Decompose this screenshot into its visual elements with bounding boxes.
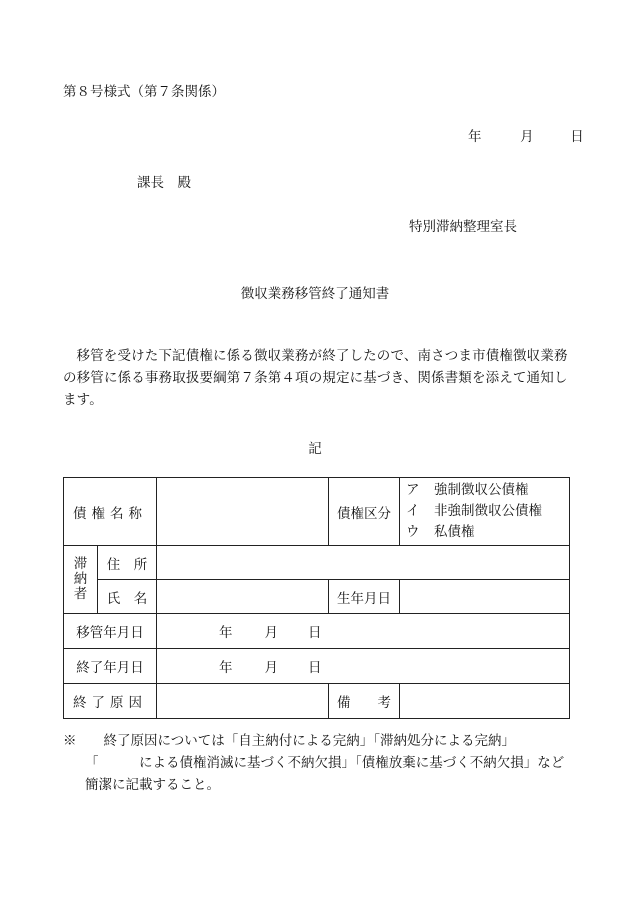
end-year-unit: 年 xyxy=(219,660,233,676)
transfer-month-unit: 月 xyxy=(264,625,278,641)
remarks-value[interactable] xyxy=(400,684,570,719)
category-option-i[interactable] xyxy=(406,501,563,522)
info-table xyxy=(63,477,570,719)
ki-heading: 記 xyxy=(308,441,322,457)
category-mark: ア xyxy=(406,482,420,498)
form-number: 第８号様式（第７条関係） xyxy=(63,84,225,100)
birthdate-label: 生年月日 xyxy=(329,580,400,614)
end-reason-label: 終了原因 xyxy=(64,684,157,719)
body-paragraph: 移管を受けた下記債権に係る徴収業務が終了したので、南さつま市債権徴収業務の移管に係る事務取扱要綱第７条第４項の規定に基づき、関係書類を添えて通知します。 xyxy=(63,348,568,408)
transfer-day-unit: 日 xyxy=(308,625,322,641)
note-text-2: 「 による債権消滅に基づく不納欠損」「債権放棄に基づく不納欠損」など簡潔に記載すること。 xyxy=(85,755,565,793)
category-option-a[interactable] xyxy=(406,480,563,501)
note-text-1: 終了原因については「自主納付による完納」「滞納処分による完納」 xyxy=(103,733,515,749)
category-label: 強制徴収公債権 xyxy=(434,482,529,498)
category-label: 非強制徴収公債権 xyxy=(434,503,542,519)
footnote xyxy=(63,730,573,796)
end-day-unit: 日 xyxy=(308,660,322,676)
name-value[interactable] xyxy=(157,580,329,614)
date-month-label: 月 xyxy=(520,129,534,145)
end-month-unit: 月 xyxy=(264,660,278,676)
transfer-year-unit: 年 xyxy=(219,625,233,641)
footnote-line-1 xyxy=(63,730,573,752)
addressee: 課長 殿 xyxy=(137,175,191,191)
sender: 特別滞納整理室長 xyxy=(409,219,517,235)
note-mark: ※ xyxy=(63,733,77,749)
delinquent-label xyxy=(64,546,98,614)
end-date-row xyxy=(64,649,570,684)
date-day-label: 日 xyxy=(570,129,584,145)
claim-row xyxy=(64,478,570,546)
delinquent-char: 滞 xyxy=(73,556,88,572)
transfer-date-value[interactable] xyxy=(157,614,570,649)
category-mark: ウ xyxy=(406,524,420,540)
end-reason-row xyxy=(64,684,570,719)
remarks-label: 備 考 xyxy=(329,684,400,719)
end-date-label: 終了年月日 xyxy=(64,649,157,684)
document-title: 徴収業務移管終了通知書 xyxy=(240,286,390,302)
transfer-date-label: 移管年月日 xyxy=(64,614,157,649)
name-row xyxy=(64,580,570,614)
birthdate-value[interactable] xyxy=(400,580,570,614)
name-label: 氏 名 xyxy=(98,580,157,614)
address-value[interactable] xyxy=(157,546,570,580)
claim-type-label: 債権区分 xyxy=(329,478,400,546)
claim-name-value[interactable] xyxy=(157,478,329,546)
date-year-label: 年 xyxy=(468,129,482,145)
transfer-date-row xyxy=(64,614,570,649)
issue-date xyxy=(468,125,584,145)
end-reason-value[interactable] xyxy=(157,684,329,719)
delinquent-char: 者 xyxy=(73,586,88,602)
end-date-value[interactable] xyxy=(157,649,570,684)
claim-type-options xyxy=(400,478,570,546)
category-mark: イ xyxy=(406,503,420,519)
claim-name-label: 債権名称 xyxy=(64,478,157,546)
category-option-u[interactable] xyxy=(406,522,563,543)
delinquent-char: 納 xyxy=(73,571,88,587)
category-label: 私債権 xyxy=(434,524,475,540)
address-row xyxy=(64,546,570,580)
address-label: 住 所 xyxy=(98,546,157,580)
